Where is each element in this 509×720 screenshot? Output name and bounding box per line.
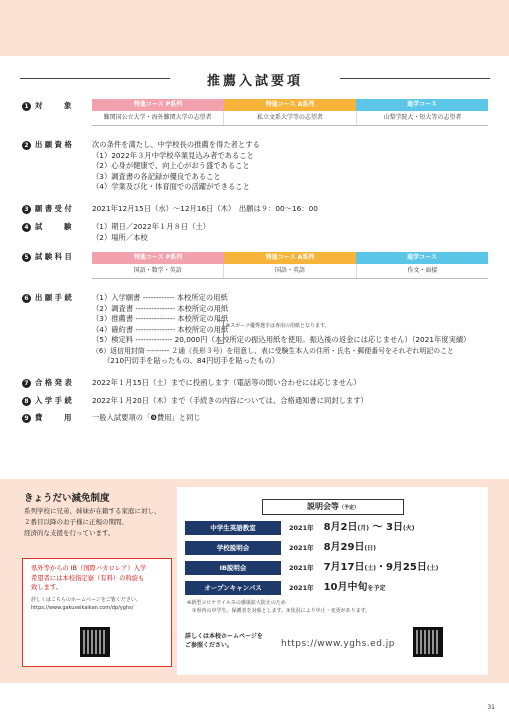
number-icon: 8 [22, 397, 31, 406]
seminar-notes: ※新型コロナウイルスの感染拡大防止のため ①県内の中学生、保護者を対象とします。②状況により中止・変更があります。 [187, 600, 371, 614]
discount-title: きょうだい減免制度 [24, 493, 110, 504]
target-header-a: 特進コース A系列 [224, 99, 356, 111]
subject-header-s: 進学コース [356, 252, 488, 264]
number-icon: 5 [22, 253, 31, 262]
seminar-panel [177, 487, 488, 675]
subject-header-a: 特進コース A系列 [224, 252, 356, 264]
target-header-s: 進学コース [356, 99, 488, 111]
top-band [0, 0, 509, 56]
seminar-title: 説明会等（予定） [262, 499, 404, 515]
subject-table [92, 252, 488, 279]
discount-text: 系列学校に兄弟、姉妹が在籍する家庭に対し、 ２番目以降のお子様に正規の期間、 経済的な支援を行っています。 [24, 507, 161, 537]
seminar-footer: 詳しくは本校ホームページを ご参照ください。 [185, 633, 263, 649]
target-cell-s: 山梨学院大・短大等の志望者 [383, 114, 462, 121]
section-title: 推薦入試要項 [206, 74, 303, 89]
dorm-link[interactable]: https://www.gakuseikaikan.com/dp/yghs/ [31, 604, 134, 611]
subject-header-p: 特進コース P系列 [92, 252, 224, 264]
number-icon: 6 [22, 294, 31, 303]
target-header-p: 特進コース P系列 [92, 99, 224, 111]
qr-code-icon[interactable] [80, 627, 110, 657]
ib-dorm-box: 県外等からの IB（国際バカロレア）入学 希望者には本校指定寮（有料）の斡旋も 致します。 詳しくはこちらのホームページをご覧ください。 https://www.gakuseikaikan.com/dp/yghs/ [22, 558, 172, 667]
sports-note: ※スポーツ優秀選手は専用の用紙となります。 [226, 323, 330, 329]
section-header [20, 70, 490, 89]
number-icon: 9 [22, 414, 31, 423]
subject-cell-a: 国語・英語 [224, 264, 356, 278]
subject-cell-s: 作文・面接 [407, 267, 438, 274]
subject-cell-p: 国語・数学・英語 [92, 264, 224, 278]
seminar-row: 中学生英語教室 2021年 8月2日(月) ～ 3日(火) [185, 521, 475, 535]
number-icon: 7 [22, 379, 31, 388]
number-icon: 3 [22, 205, 31, 214]
target-table [92, 99, 488, 126]
number-icon: 4 [22, 223, 31, 232]
target-cell-a: 私立文系大学等の志望者 [224, 111, 356, 125]
title-rule-right [340, 78, 490, 79]
school-url-link[interactable]: https://www.yghs.ed.jp [281, 639, 395, 649]
seminar-row: IB説明会 2021年 7月17日(土)・9月25日(土) [185, 561, 475, 575]
seminar-row: 学校説明会 2021年 8月29日(日) [185, 541, 475, 555]
number-icon: 2 [22, 141, 31, 150]
qr-code-icon[interactable] [413, 627, 443, 657]
page-number: 31 [487, 704, 495, 711]
seminar-row: オープンキャンパス 2021年 10月中旬を予定 [185, 581, 475, 595]
target-cell-p: 難関国公立大学・海外難関大学の志望者 [92, 111, 224, 125]
bracket [217, 320, 224, 344]
number-icon: 1 [22, 102, 31, 111]
